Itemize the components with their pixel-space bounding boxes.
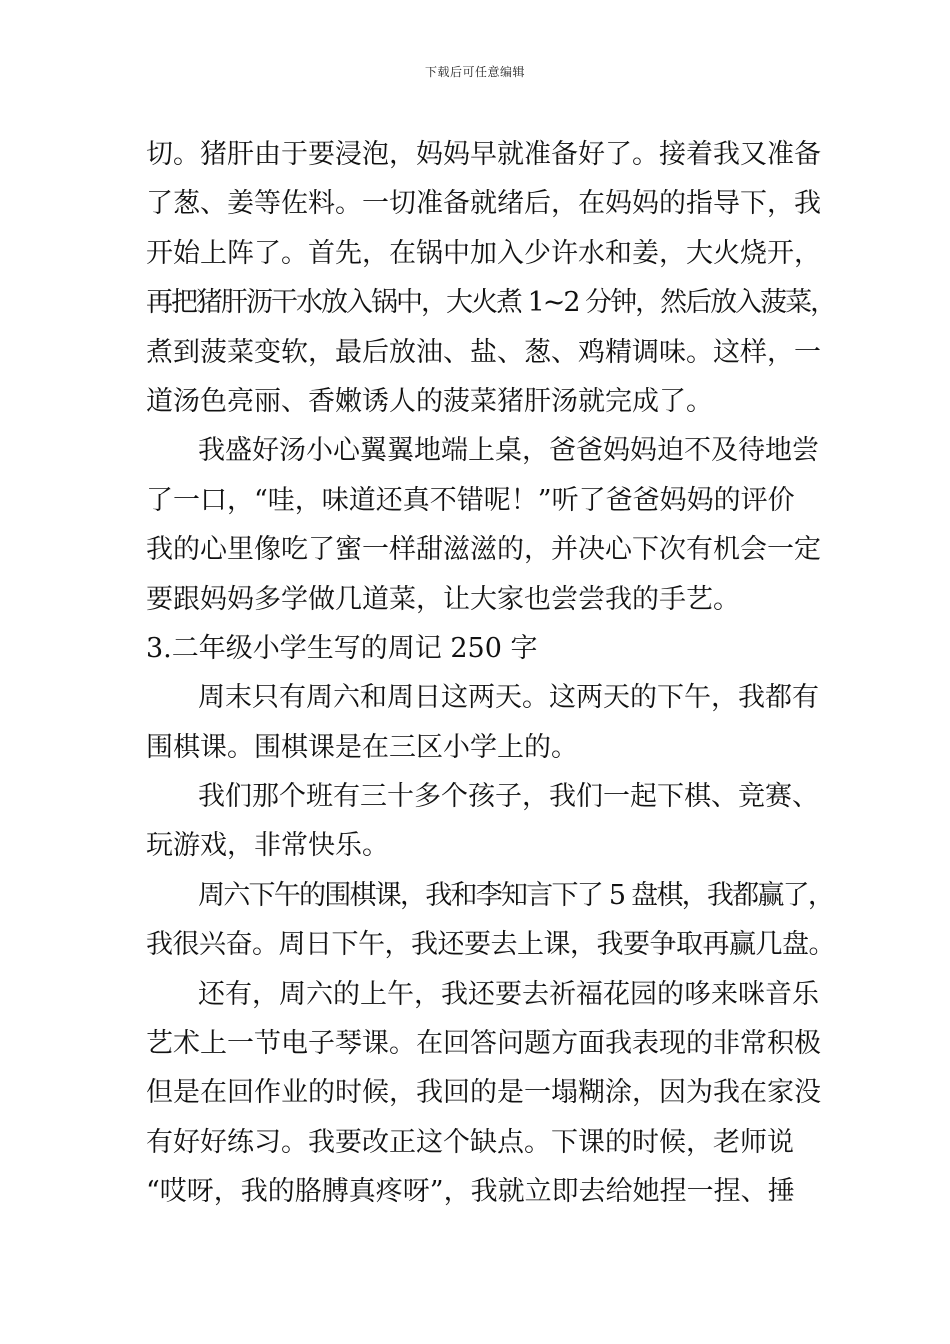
text-line: 有好好练习。我要改正这个缺点。下课的时候，老师说 [146,1126,794,1158]
text-line: “哎呀，我的胳膊真疼呀”，我就立即去给她捏一捏、捶 [146,1176,795,1208]
page-header: 下载后可任意编辑 [424,65,525,79]
text-line: 再把猪肝沥干水放入锅中，大火煮 1~2 分钟，然后放入菠菜， [146,287,836,319]
text-line: 我很兴奋。周日下午，我还要去上课，我要争取再赢几盘。 [146,929,835,961]
text-line: 切。猪肝由于要浸泡，妈妈早就准备好了。接着我又准备 [146,139,821,170]
text-line: 要跟妈妈多学做几道菜，让大家也尝尝我的手艺。 [146,583,740,615]
text-line: 玩游戏，非常快乐。 [146,830,389,862]
text-line: 了葱、姜等佐料。一切准备就绪后，在妈妈的指导下，我 [146,188,821,220]
text-line: 我们那个班有三十多个孩子，我们一起下棋、竞赛、 [198,781,819,813]
text-line: 还有，周六的上午，我还要去祈福花园的哆来咪音乐 [198,978,819,1010]
document-body [146,130,836,1217]
text-line: 周末只有周六和周日这两天。这两天的下午，我都有 [198,682,819,714]
text-line: 了一口，“哇，味道还真不错呢！”听了爸爸妈妈的评价 [146,484,795,516]
text-line: 道汤色亮丽、香嫩诱人的菠菜猪肝汤就完成了。 [146,385,713,417]
text-line: 3.二年级小学生写的周记 250 字 [146,632,538,664]
text-line: 我的心里像吃了蜜一样甜滋滋的，并决心下次有机会一定 [146,534,821,566]
text-line: 周六下午的围棋课，我和李知言下了 5 盘棋，我都赢了， [198,879,834,911]
text-line: 艺术上一节电子琴课。在回答问题方面我表现的非常积极 [146,1028,821,1060]
text-line: 我盛好汤小心翼翼地端上桌，爸爸妈妈迫不及待地尝 [198,435,819,467]
text-line: 煮到菠菜变软，最后放油、盐、葱、鸡精调味。这样，一 [146,336,821,368]
text-line: 但是在回作业的时候，我回的是一塌糊涂，因为我在家没 [146,1077,821,1109]
text-line: 围棋课。围棋课是在三区小学上的。 [146,731,578,763]
text-line: 开始上阵了。首先，在锅中加入少许水和姜，大火烧开， [146,237,821,269]
